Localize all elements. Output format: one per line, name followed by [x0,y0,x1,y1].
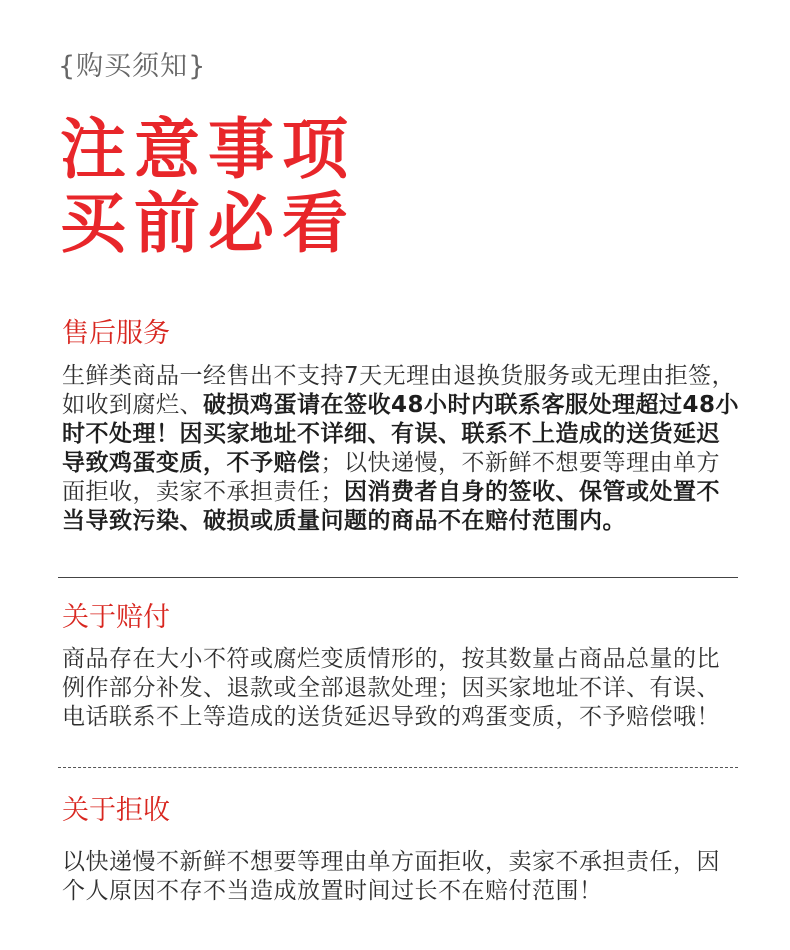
after-sales-text-2: ；以快递慢，不新鲜不想要等理由单方面拒收，卖家不承担责任； [62,450,720,505]
section-body-after-sales [62,362,742,536]
section-divider-dashed [58,767,738,768]
section-title-compensation: 关于赔付 [62,602,170,633]
after-sales-text-1: 生鲜类商品一经售出不支持7天无理由退换货服务或无理由拒签，如收到腐烂、 [62,363,736,418]
after-sales-bold-1: 破损鸡蛋请在签收48小时内联系客服处理超过48小时不处理！因买家地址不详细、有误、联系不上造成的送货延迟导致鸡蛋变质，不予赔偿 [62,392,740,476]
headline-line-1: 注意事项 [60,111,356,188]
after-sales-bold-2: 因消费者自身的签收、保管或处置不当导致污染、破损或质量问题的商品不在赔付范围内。 [62,479,720,534]
section-body-refusal: 以快递慢不新鲜不想要等理由单方面拒收，卖家不承担责任，因个人原因不存不当造成放置时间过长不在赔付范围！ [62,849,720,904]
section-title-refusal: 关于拒收 [62,795,170,826]
section-body-compensation: 商品存在大小不符或腐烂变质情形的，按其数量占商品总量的比例作部分补发、退款或全部退款处理；因买家地址不详、有误、电话联系不上等造成的送货延迟导致的鸡蛋变质，不予赔偿哦！ [62,646,720,730]
headline-line-2: 买前必看 [60,185,356,262]
section-divider-solid [58,577,738,578]
notice-tag: {购买须知} [58,51,207,82]
section-title-after-sales: 售后服务 [62,318,170,349]
